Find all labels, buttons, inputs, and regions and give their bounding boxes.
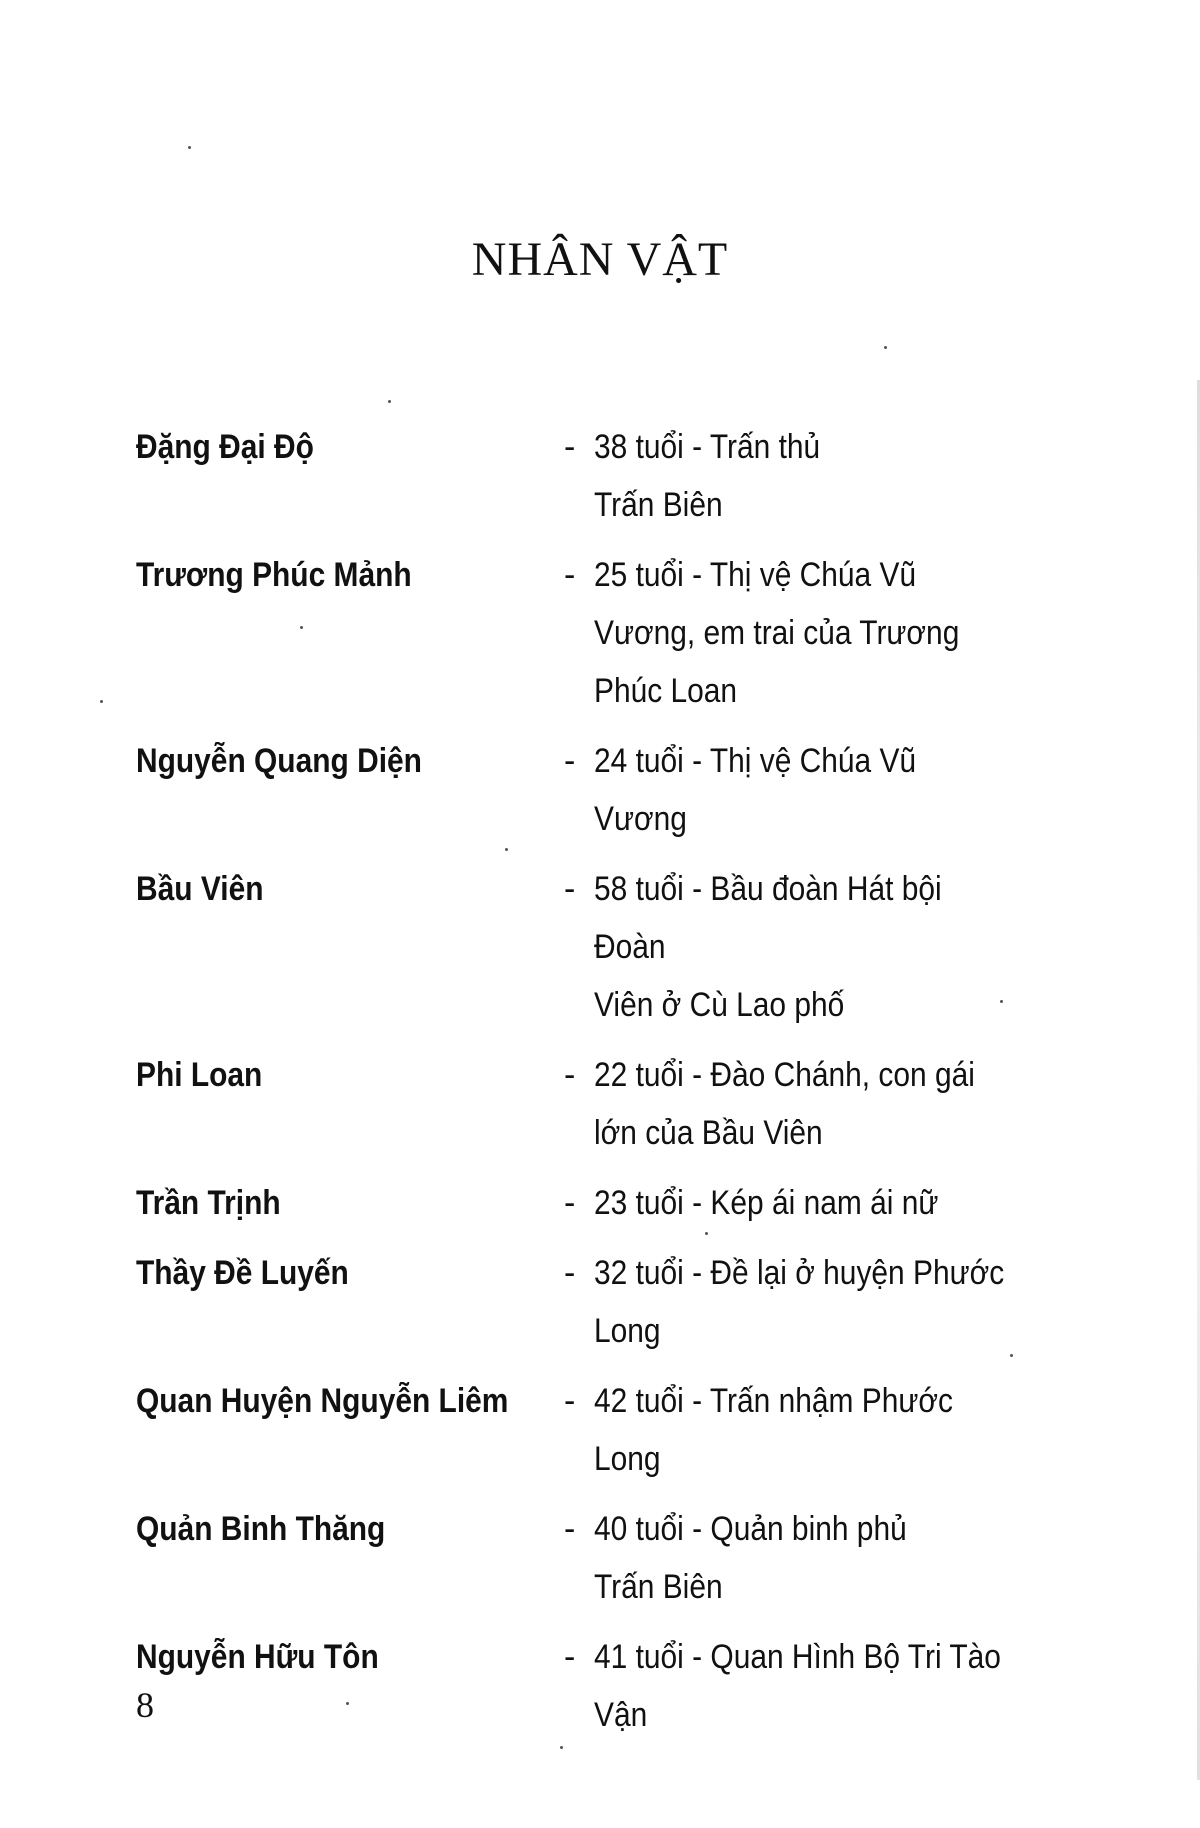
character-name: Quan Huyện Nguyễn Liêm [136, 1382, 509, 1420]
character-description [564, 1500, 1096, 1616]
character-row [136, 1174, 1096, 1232]
page-number: 8 [136, 1685, 154, 1725]
character-name: Trương Phúc Mảnh [136, 556, 412, 594]
scan-speck [346, 1702, 349, 1705]
scan-speck [388, 400, 391, 403]
character-row [136, 1628, 1096, 1744]
scan-speck [188, 146, 191, 149]
character-description-text: 24 tuổi - Thị vệ Chúa Vũ Vương [594, 742, 917, 838]
character-description [564, 1372, 1096, 1488]
character-name: Bầu Viên [136, 870, 264, 908]
dash: - [564, 1056, 576, 1094]
dash: - [564, 1382, 576, 1420]
dash: - [564, 1510, 576, 1548]
character-description [564, 1628, 1096, 1744]
character-description-text: 22 tuổi - Đào Chánh, con gái lớn của Bầu Viên [594, 1056, 975, 1152]
character-name: Đặng Đại Độ [136, 428, 314, 466]
character-description-text: 25 tuổi - Thị vệ Chúa Vũ Vương, em trai của Trương Phúc Loan [594, 556, 960, 710]
dash: - [564, 556, 576, 594]
character-description [564, 860, 1096, 1034]
character-row [136, 418, 1096, 534]
dash: - [564, 742, 576, 780]
character-row [136, 1046, 1096, 1162]
character-description-text: 42 tuổi - Trấn nhậm Phước Long [594, 1382, 953, 1478]
character-description [564, 732, 1096, 848]
character-list [136, 418, 1096, 1756]
character-description [564, 418, 1096, 534]
character-name: Trần Trịnh [136, 1184, 281, 1222]
character-description [564, 1174, 1096, 1232]
dash: - [564, 1184, 576, 1222]
character-name: Nguyễn Hữu Tôn [136, 1638, 379, 1676]
character-name: Quản Binh Thăng [136, 1510, 386, 1548]
scan-speck [505, 848, 508, 851]
page-title: NHÂN VẬT [471, 233, 729, 286]
scan-speck [1000, 1000, 1003, 1003]
dash: - [564, 1638, 576, 1676]
character-row [136, 1500, 1096, 1616]
dash: - [564, 428, 576, 466]
character-description [564, 1244, 1096, 1360]
scan-speck [300, 626, 303, 629]
character-name: Phi Loan [136, 1056, 263, 1094]
character-description-text: 41 tuổi - Quan Hình Bộ Tri Tào Vận [594, 1638, 1001, 1734]
character-row [136, 732, 1096, 848]
character-description-text: 40 tuổi - Quản binh phủ Trấn Biên [594, 1510, 907, 1606]
character-row [136, 860, 1096, 1034]
character-row [136, 546, 1096, 720]
character-description [564, 546, 1096, 720]
scan-speck [100, 700, 103, 703]
character-row [136, 1372, 1096, 1488]
character-description [564, 1046, 1096, 1162]
dash: - [564, 870, 576, 908]
character-name: Thầy Đề Luyến [136, 1254, 349, 1292]
character-description-text: 38 tuổi - Trấn thủ Trấn Biên [594, 428, 821, 524]
character-description-text: 23 tuổi - Kép ái nam ái nữ [594, 1184, 939, 1222]
character-name: Nguyễn Quang Diện [136, 742, 422, 780]
dash: - [564, 1254, 576, 1292]
scan-speck [1010, 1354, 1013, 1357]
character-row [136, 1244, 1096, 1360]
scan-speck [884, 346, 887, 349]
character-description-text: 32 tuổi - Đề lại ở huyện Phước Long [594, 1254, 1005, 1350]
scan-speck [560, 1746, 563, 1749]
scan-speck [705, 1232, 708, 1235]
character-description-text: 58 tuổi - Bầu đoàn Hát bội Đoàn Viên ở Cù Lao phố [594, 870, 942, 1024]
